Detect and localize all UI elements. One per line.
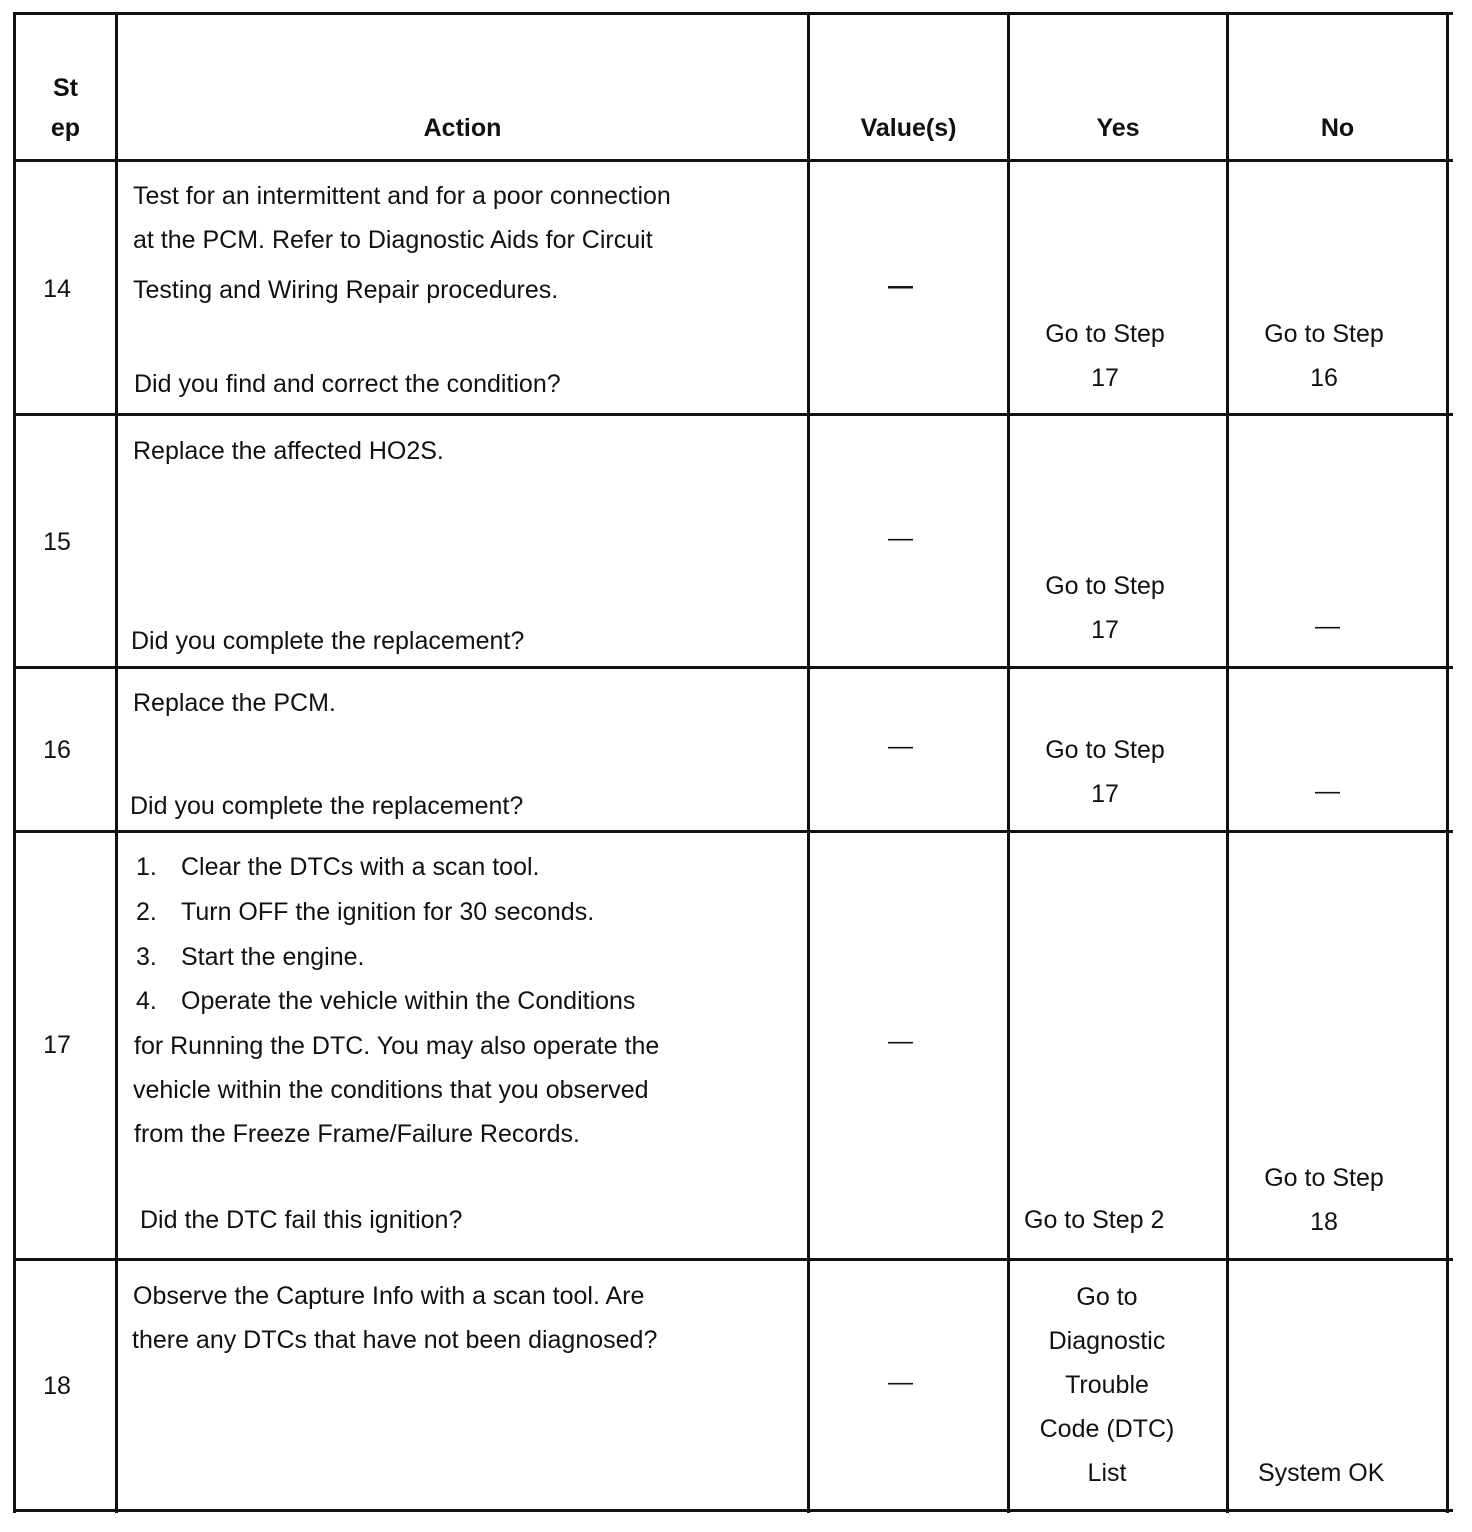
- list-number: 3.: [136, 943, 157, 971]
- header-action: Action: [423, 114, 502, 142]
- row-divider: [13, 830, 1453, 833]
- no-target: [1229, 312, 1419, 400]
- yes-line: Go to Step: [1045, 320, 1165, 348]
- yes-target: [1010, 1275, 1204, 1495]
- diagnostic-table: [13, 12, 1449, 1513]
- col-divider: [807, 12, 810, 1513]
- action-question: Did the DTC fail this ignition?: [140, 1206, 463, 1234]
- header-yes: Yes: [1096, 114, 1140, 142]
- yes-target: [1010, 312, 1200, 400]
- action-line: Testing and Wiring Repair procedures.: [133, 276, 559, 304]
- yes-line: Go to: [1076, 1283, 1138, 1311]
- yes-target: [1010, 728, 1200, 816]
- action-line: there any DTCs that have not been diagnosed?: [132, 1326, 658, 1354]
- action-line: vehicle within the conditions that you observed: [133, 1076, 649, 1104]
- col-divider: [1226, 12, 1229, 1513]
- yes-line: Diagnostic: [1048, 1327, 1166, 1355]
- list-item: Turn OFF the ignition for 30 seconds.: [181, 898, 595, 926]
- step-number: 15: [43, 528, 71, 556]
- action-line: at the PCM. Refer to Diagnostic Aids for Circuit: [133, 226, 653, 254]
- list-number: 4.: [136, 987, 157, 1015]
- header-values: Value(s): [860, 114, 957, 142]
- yes-line: Go to Step: [1045, 572, 1165, 600]
- no-target: System OK: [1258, 1459, 1385, 1487]
- no-line: Go to Step: [1264, 320, 1384, 348]
- header-step: [16, 68, 115, 148]
- no-line: Go to Step: [1264, 1164, 1384, 1192]
- yes-line: Go to Step: [1045, 736, 1165, 764]
- row-divider: [13, 413, 1453, 416]
- row-divider: [13, 1258, 1453, 1261]
- value-dash: —: [888, 1368, 913, 1396]
- col-divider: [1446, 12, 1449, 1513]
- yes-line: 17: [1091, 780, 1119, 808]
- no-line: 18: [1310, 1208, 1338, 1236]
- table-border-top: [13, 12, 1453, 15]
- row-divider: [13, 666, 1453, 669]
- yes-line: 17: [1091, 364, 1119, 392]
- col-divider: [115, 12, 118, 1513]
- list-item: Start the engine.: [181, 943, 365, 971]
- action-question: Did you find and correct the condition?: [134, 370, 561, 398]
- list-item: Operate the vehicle within the Conditions: [181, 987, 636, 1015]
- header-step-line1: St: [53, 74, 78, 102]
- step-number: 16: [43, 736, 71, 764]
- header-step-line2: ep: [50, 114, 81, 142]
- list-number: 1.: [136, 853, 157, 881]
- no-dash: —: [1315, 612, 1340, 640]
- yes-target: Go to Step 2: [1024, 1206, 1165, 1234]
- step-number: 17: [43, 1031, 71, 1059]
- no-target: [1229, 1156, 1419, 1244]
- step-number: 14: [43, 275, 71, 303]
- action-line: Observe the Capture Info with a scan tool. Are: [133, 1282, 645, 1310]
- action-line: Replace the PCM.: [133, 689, 336, 717]
- action-question: Did you complete the replacement?: [130, 792, 524, 820]
- list-item: Clear the DTCs with a scan tool.: [181, 853, 540, 881]
- value-dash: —: [888, 272, 913, 300]
- action-line: from the Freeze Frame/Failure Records.: [134, 1120, 580, 1148]
- yes-line: 17: [1091, 616, 1119, 644]
- list-number: 2.: [136, 898, 157, 926]
- table-border-bottom: [13, 1509, 1453, 1512]
- value-dash: —: [888, 1027, 913, 1055]
- action-question: Did you complete the replacement?: [131, 627, 525, 655]
- yes-target: [1010, 564, 1200, 652]
- yes-line: Code (DTC): [1039, 1415, 1175, 1443]
- step-number: 18: [43, 1372, 71, 1400]
- yes-line: Trouble: [1065, 1371, 1149, 1399]
- header-no: No: [1320, 114, 1355, 142]
- action-line: Replace the affected HO2S.: [133, 437, 444, 465]
- header-divider: [13, 159, 1453, 162]
- value-dash: —: [888, 732, 913, 760]
- no-dash: —: [1315, 777, 1340, 805]
- value-dash: —: [888, 524, 913, 552]
- action-line: Test for an intermittent and for a poor connection: [133, 182, 671, 210]
- action-line: for Running the DTC. You may also operate the: [134, 1032, 660, 1060]
- yes-line: List: [1087, 1459, 1127, 1487]
- no-line: 16: [1310, 364, 1338, 392]
